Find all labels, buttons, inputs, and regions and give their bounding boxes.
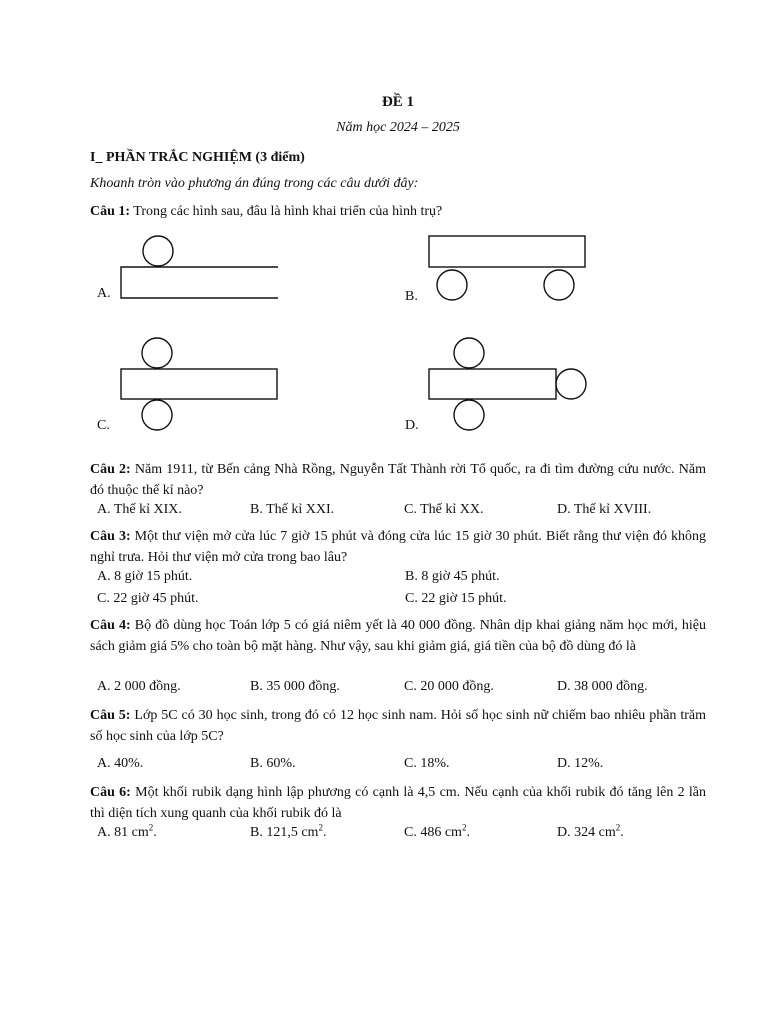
q6-option-a-exponent: 2	[148, 822, 154, 833]
q6-option-d-text: D. 324 cm	[557, 825, 616, 840]
q6-option-b-period: .	[322, 825, 327, 840]
question-6-text: Một khối rubik dạng hình lập phương có cạnh là 4,5 cm. Nếu cạnh của khối rubik đó tăng lên 2 lần thì diện tích xung quanh của khối rubik đó là	[90, 785, 706, 821]
q6-option-a-period: .	[153, 825, 157, 840]
question-5-text: Lớp 5C có 30 học sinh, trong đó có 12 học sinh nam. Hỏi số học sinh nữ chiếm bao nhiêu phần trăm số học sinh của lớp 5C?	[90, 708, 706, 744]
q4-option-c[interactable]: C. 20 000 đồng.	[404, 679, 494, 694]
school-year: Năm học 2024 – 2025	[336, 120, 460, 135]
section-instruction: Khoanh tròn vào phương án đúng trong các câu dưới đây:	[90, 176, 419, 191]
q3-option-d[interactable]: C. 22 giờ 15 phút.	[405, 591, 507, 606]
q6-option-b[interactable]	[250, 823, 326, 843]
q6-option-b-text: B. 121,5 cm	[250, 825, 319, 840]
q6-option-c-period: .	[466, 825, 470, 840]
q2-option-b[interactable]: B. Thế kỉ XXI.	[250, 502, 335, 517]
q6-option-b-exponent: 2	[318, 822, 323, 833]
q2-option-c[interactable]: C. Thế kỉ XX.	[404, 502, 484, 517]
q5-option-d[interactable]: D. 12%.	[557, 756, 604, 771]
figure-b-label: B.	[405, 289, 418, 304]
figure-a-label: A.	[97, 286, 111, 301]
q6-option-c[interactable]	[404, 823, 470, 843]
q6-option-d-exponent: 2	[615, 822, 621, 833]
section-title: I_ PHẦN TRẮC NGHIỆM (3 điểm)	[90, 150, 305, 165]
question-1-text: Trong các hình sau, đâu là hình khai triển của hình trụ?	[130, 204, 443, 219]
question-4	[90, 615, 706, 657]
q6-option-a[interactable]	[97, 823, 157, 843]
question-3	[90, 526, 706, 568]
figure-b-net	[429, 236, 585, 300]
question-3-label: Câu 3:	[90, 529, 131, 544]
q4-option-a[interactable]: A. 2 000 đồng.	[97, 679, 181, 694]
question-2	[90, 459, 706, 501]
q6-option-c-text: C. 486 cm	[404, 825, 462, 840]
question-2-text: Năm 1911, từ Bến cảng Nhà Rồng, Nguyễn Tất Thành rời Tổ quốc, ra đi tìm đường cứu nước. Năm đó thuộc thế kỉ nào?	[90, 462, 706, 498]
q3-option-c[interactable]: C. 22 giờ 45 phút.	[97, 591, 199, 606]
question-6	[90, 782, 706, 824]
figure-c-net	[121, 338, 277, 430]
question-4-label: Câu 4:	[90, 618, 131, 633]
figure-a-net	[121, 236, 278, 298]
figure-d-net	[429, 338, 586, 430]
figure-c-label: C.	[97, 418, 110, 433]
question-5	[90, 705, 706, 747]
q4-option-d[interactable]: D. 38 000 đồng.	[557, 679, 648, 694]
q3-option-a[interactable]: A. 8 giờ 15 phút.	[97, 569, 193, 584]
q4-option-b[interactable]: B. 35 000 đồng.	[250, 679, 340, 694]
q3-option-b[interactable]: B. 8 giờ 45 phút.	[405, 569, 500, 584]
figure-d-label: D.	[405, 418, 419, 433]
question-3-text: Một thư viện mở cửa lúc 7 giờ 15 phút và đóng cửa lúc 15 giờ 30 phút. Biết rằng thư viện đó không nghỉ trưa. Hỏi thư viện mở cửa trong bao lâu?	[90, 529, 706, 565]
question-5-label: Câu 5:	[90, 708, 131, 723]
question-4-text: Bộ đồ dùng học Toán lớp 5 có giá niêm yết là 40 000 đồng. Nhân dịp khai giảng năm học mới, hiệu sách giảm giá 5% cho toàn bộ mặt hàng. Như vậy, sau khi giảm giá, giá tiền của bộ đồ dùng đó là	[90, 618, 707, 654]
q6-option-c-exponent: 2	[461, 822, 467, 833]
q5-option-a[interactable]: A. 40%.	[97, 756, 144, 771]
question-1-label: Câu 1:	[90, 204, 131, 219]
q6-option-a-text: A. 81 cm	[97, 825, 149, 840]
q6-option-d[interactable]	[557, 823, 624, 843]
q2-option-a[interactable]: A. Thế kỉ XIX.	[97, 502, 182, 517]
q5-option-b[interactable]: B. 60%.	[250, 756, 296, 771]
exam-title: ĐỀ 1	[381, 94, 415, 110]
question-1	[90, 201, 706, 222]
q6-option-d-period: .	[620, 825, 624, 840]
question-6-label: Câu 6:	[90, 785, 131, 800]
q2-option-d[interactable]: D. Thế kỉ XVIII.	[557, 502, 652, 517]
question-2-label: Câu 2:	[90, 462, 131, 477]
q5-option-c[interactable]: C. 18%.	[404, 756, 450, 771]
